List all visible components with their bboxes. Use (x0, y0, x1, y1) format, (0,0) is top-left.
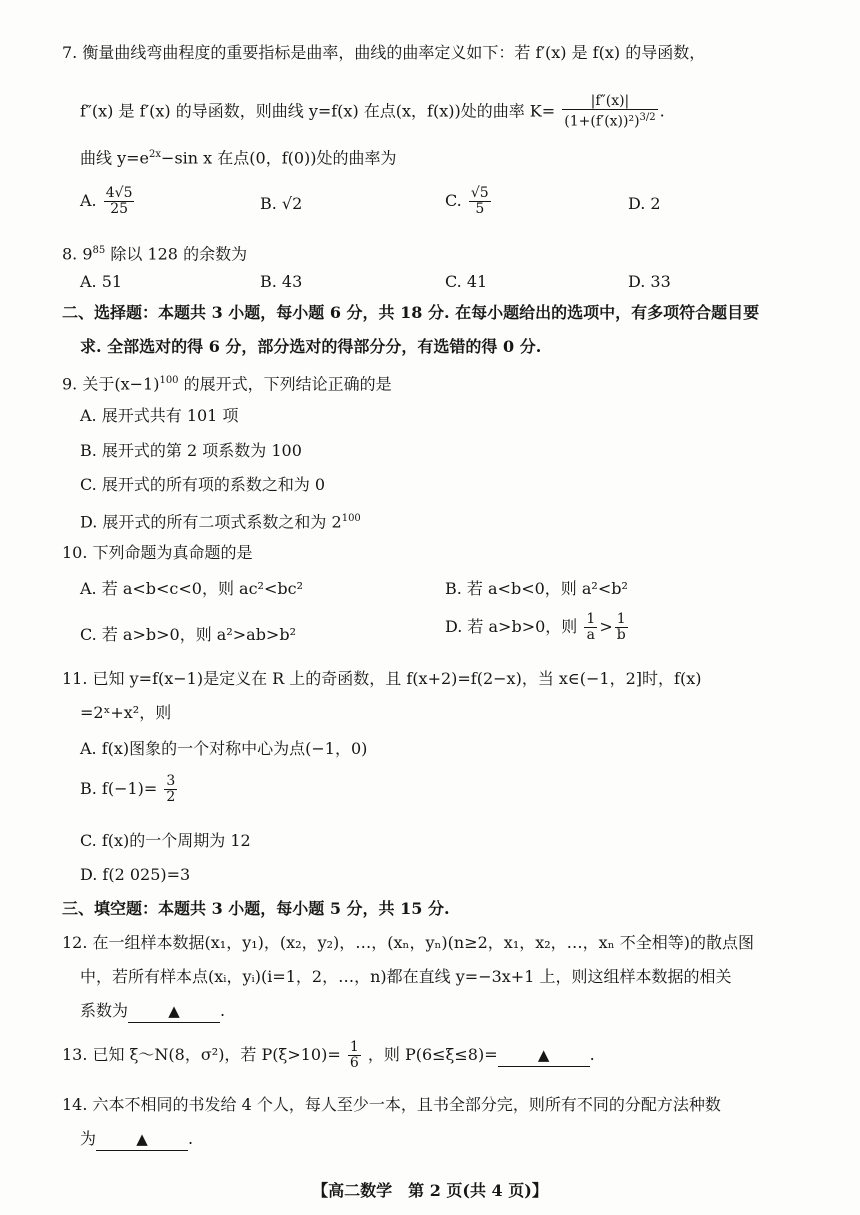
q11-option-b-den: 2 (166, 789, 176, 805)
q8-stem-b: 除以 128 的余数为 (105, 244, 248, 264)
q7-line2-text: f″(x) 是 f′(x) 的导函数，则曲线 y=f(x) 在点(x，f(x))处的曲率 K= (80, 101, 556, 121)
q9-option-d-exp: 100 (341, 513, 361, 524)
q10-option-d (445, 612, 630, 643)
q10-option-d-den2: b (616, 627, 626, 643)
q10-option-d-frac1 (584, 612, 597, 643)
q7-line3 (80, 144, 397, 169)
q9-stem-a: 9. 关于(x−1) (62, 374, 160, 394)
q7-option-d: D. 2 (628, 194, 661, 213)
q11-line2: =2ˣ+x²，则 (80, 703, 172, 722)
q8-option-d: D. 33 (628, 272, 671, 291)
q7-line3-b: −sin x 在点(0，f(0))处的曲率为 (161, 148, 397, 168)
q11-option-b-frac (164, 774, 177, 805)
curvature-numerator: |f″(x)| (562, 94, 657, 110)
q12-line3 (80, 1000, 225, 1023)
q10-option-d-num1: 1 (586, 611, 596, 627)
q14-end: . (188, 1129, 194, 1148)
q12-line3-text: 系数为 (80, 1001, 129, 1020)
q12-answer-blank[interactable] (128, 1000, 220, 1023)
q9-option-b: B. 展开式的第 2 项系数为 100 (80, 441, 302, 460)
q11-option-b-num: 3 (166, 773, 176, 789)
q7-option-c-den: 5 (475, 201, 485, 217)
section2-heading-line2: 求. 全部选对的得 6 分，部分选对的得部分分，有选错的得 0 分. (80, 337, 542, 356)
q10-option-d-gt: > (599, 617, 613, 636)
q9-stem (62, 370, 392, 395)
triangle-marker-icon: ▲ (136, 1130, 148, 1148)
q12-line2: 中，若所有样本点(xᵢ，yᵢ)(i=1，2，…，n)都在直线 y=−3x+1 上，则这组样本数据的相关 (80, 967, 732, 986)
q7-option-c-frac (469, 186, 491, 217)
q13-answer-blank[interactable] (498, 1044, 590, 1067)
q7-option-a-frac (104, 186, 135, 217)
q12-line1: 12. 在一组样本数据(x₁，y₁)，(x₂，y₂)，…，(xₙ，yₙ)(n≥2，x₁，x₂，…，xₙ 不全相等)的散点图 (62, 933, 754, 952)
q7-option-a-num: 4√5 (105, 185, 133, 201)
q13-stem-a: 13. 已知 ξ～N(8，σ²)，若 P(ξ>10)= (62, 1045, 341, 1064)
curvature-denominator (562, 110, 657, 130)
q9-option-a: A. 展开式共有 101 项 (80, 406, 239, 425)
q7-formula-dot: . (659, 101, 665, 121)
q13-stem (62, 1040, 595, 1071)
q7-option-a-label: A. (80, 191, 97, 210)
curvature-denominator-exp: 3/2 (639, 112, 656, 123)
q10-option-a: A. 若 a<b<c<0，则 ac²<bc² (80, 579, 303, 598)
q9-option-d (80, 508, 361, 533)
q11-line1: 11. 已知 y=f(x−1)是定义在 R 上的奇函数，且 f(x+2)=f(2−x)，当 x∈(−1，2]时，f(x) (62, 669, 702, 688)
q8-stem-a: 8. 9 (62, 244, 93, 264)
q7-option-c-label: C. (445, 191, 462, 210)
q13-stem-b: ，则 P(6≤ξ≤8)= (367, 1045, 498, 1064)
curvature-formula (562, 94, 657, 130)
page-footer: 【高二数学 第 2 页(共 4 页)】 (312, 1181, 548, 1200)
q9-stem-exp: 100 (159, 375, 179, 386)
triangle-marker-icon: ▲ (168, 1002, 180, 1020)
q7-option-c (445, 186, 493, 217)
q9-option-d-text: D. 展开式的所有二项式系数之和为 2 (80, 512, 342, 532)
q9-stem-b: 的展开式，下列结论正确的是 (178, 374, 392, 394)
section3-heading: 三、填空题：本题共 3 小题，每小题 5 分，共 15 分. (62, 899, 450, 918)
q11-option-c: C. f(x)的一个周期为 12 (80, 831, 251, 850)
q8-option-b: B. 43 (260, 272, 303, 291)
q13-frac-den: 6 (349, 1055, 359, 1071)
q7-option-a-den: 25 (110, 201, 129, 217)
q7-line3-a: 曲线 y=e (80, 148, 150, 168)
q8-option-c: C. 41 (445, 272, 488, 291)
q13-frac-num: 1 (349, 1039, 359, 1055)
q11-option-a: A. f(x)图象的一个对称中心为点(−1，0) (80, 739, 368, 758)
section2-heading-line1: 二、选择题：本题共 3 小题，每小题 6 分，共 18 分. 在每小题给出的选项中，有多项符合题目要 (62, 303, 760, 322)
q7-line2 (80, 94, 665, 130)
q8-option-a: A. 51 (80, 272, 123, 291)
q10-stem: 10. 下列命题为真命题的是 (62, 543, 253, 562)
q10-option-d-frac2 (615, 612, 628, 643)
q10-option-d-text: D. 若 a>b>0，则 (445, 617, 578, 636)
curvature-denominator-base: (1+(f′(x))²) (564, 113, 640, 130)
q11-option-b (80, 774, 179, 805)
q7-option-a (80, 186, 136, 217)
q11-option-b-text: B. f(−1)= (80, 779, 158, 798)
q14-line2 (80, 1128, 193, 1151)
q7-option-c-num: √5 (470, 185, 489, 201)
q7-line3-exp: 2x (149, 149, 162, 160)
q7-option-b: B. √2 (260, 194, 303, 213)
q14-answer-blank[interactable] (96, 1128, 188, 1151)
q10-option-d-num2: 1 (615, 612, 628, 628)
q7-line1: 7. 衡量曲线弯曲程度的重要指标是曲率，曲线的曲率定义如下：若 f′(x) 是 f(x) 的导函数， (62, 43, 706, 62)
q8-stem-exp: 85 (92, 245, 106, 256)
q10-option-b: B. 若 a<b<0，则 a²<b² (445, 579, 628, 598)
q14-line2-text: 为 (80, 1129, 97, 1148)
q9-option-c: C. 展开式的所有项的系数之和为 0 (80, 475, 326, 494)
q11-option-d: D. f(2 025)=3 (80, 865, 191, 884)
triangle-marker-icon: ▲ (537, 1046, 550, 1064)
q14-line1: 14. 六本不相同的书发给 4 个人，每人至少一本，且书全部分完，则所有不同的分配方法种数 (62, 1095, 721, 1114)
q12-end: . (220, 1001, 226, 1020)
q10-option-d-den1: a (586, 627, 596, 643)
q10-option-c: C. 若 a>b>0，则 a²>ab>b² (80, 625, 296, 644)
q13-frac (348, 1040, 361, 1071)
q8-stem (62, 240, 247, 265)
q13-end: . (589, 1045, 595, 1064)
